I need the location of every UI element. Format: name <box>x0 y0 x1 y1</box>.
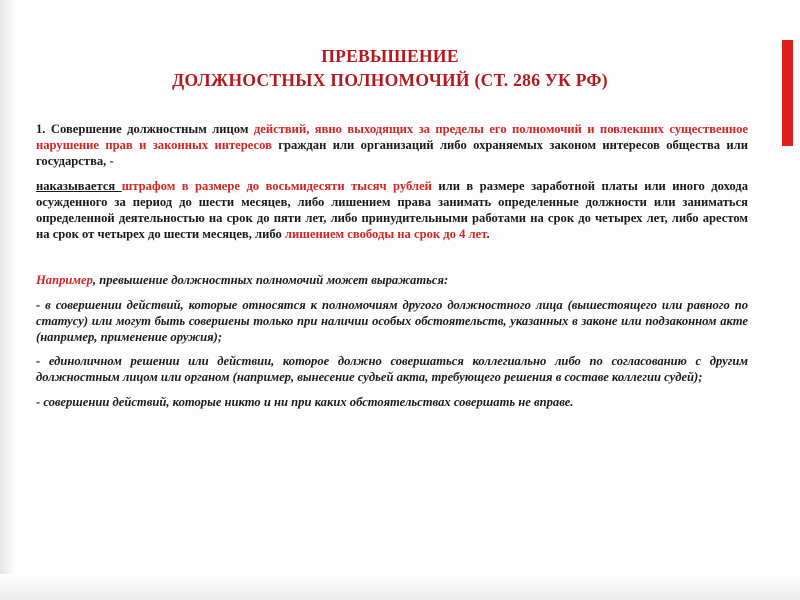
punishment-keyword: наказывается <box>36 178 122 193</box>
example-item-2: - единоличном решении или действии, которое должно совершаться коллегиально либо по согласованию с другим должностным лицом или органом (например, вынесение судьей акта, требующего решения в составе коллегии судей); <box>36 354 748 385</box>
paragraph-offense <box>36 121 748 170</box>
slide-body <box>36 121 748 418</box>
examples-intro-text: , превышение должностных полномочий может выражаться: <box>92 273 449 288</box>
paragraph-punishment <box>36 178 748 243</box>
examples-intro <box>36 272 748 288</box>
spacer <box>36 250 748 272</box>
example-item-1: - в совершении действий, которые относятся к полномочиям другого должностного лица (вышестоящего или равного по статусу) или могут быть совершены только при наличии особых обстоятельств, указанных в законе или подзаконном акте (например, применение оружия); <box>36 297 748 345</box>
slide-title <box>80 44 700 92</box>
red-accent-bar <box>782 40 793 146</box>
offense-text-end: граждан или организаций либо охраняемых законом интересов общества или государства, - <box>36 138 748 169</box>
title-line-2: ДОЛЖНОСТНЫХ ПОЛНОМОЧИЙ (СТ. 286 УК РФ) <box>172 70 608 90</box>
fine-highlight: штрафом в размере до восьмидесяти тысяч рублей <box>121 178 432 193</box>
slide-shadow-bottom <box>0 574 800 600</box>
example-item-3: - совершении действий, которые никто и ни при каких обстоятельствах совершать не вправе. <box>36 394 574 409</box>
slide-shadow-left <box>0 0 16 600</box>
punishment-end: . <box>486 227 490 242</box>
offense-highlight: действий, явно выходящих за пределы его полномочий и повлекших существенное нарушение прав и законных интересов <box>36 122 748 153</box>
imprisonment-highlight: лишением свободы на срок до 4 лет <box>284 227 487 242</box>
punishment-text: или в размере заработной платы или иного дохода осужденного за период до шести месяцев, либо лишением права занимать определенные должности или заниматься определенной деятельностью на срок до пяти лет, либо принудительными работами на срок до четырех лет, либо арестом на срок от четырех до шести месяцев, либо <box>36 178 749 242</box>
offense-text-start: 1. Совершение должностным лицом <box>36 122 254 136</box>
examples-intro-highlight: Например <box>36 273 93 288</box>
title-line-1: ПРЕВЫШЕНИЕ <box>321 46 459 66</box>
